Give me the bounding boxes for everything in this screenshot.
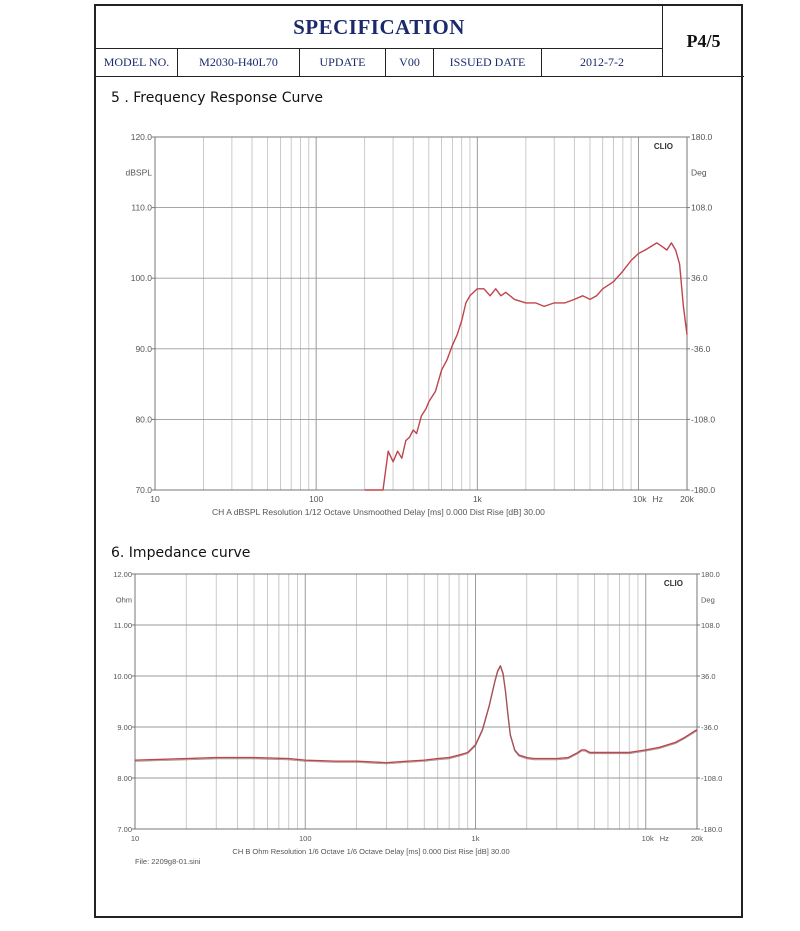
y2-tick-label: 180.0 xyxy=(691,132,713,142)
y-axis-unit-label: Ohm xyxy=(115,595,132,605)
x-tick-label: 1k xyxy=(472,494,482,504)
impedance-section-title: 6. Impedance curve xyxy=(111,545,251,561)
x-axis-unit-label: Hz xyxy=(659,834,669,843)
data-series-line xyxy=(135,666,697,763)
data-series-line-secondary xyxy=(135,667,697,764)
page-number: P4/5 xyxy=(662,6,744,77)
x-tick-label: 1k xyxy=(471,834,480,843)
y-axis-unit-label: dBSPL xyxy=(125,167,152,178)
y2-tick-label: 108.0 xyxy=(691,202,713,213)
y2-tick-label: 108.0 xyxy=(701,621,720,630)
update-label: UPDATE xyxy=(300,48,386,76)
y2-axis-unit-label: Deg xyxy=(701,595,715,605)
y2-tick-label: 36.0 xyxy=(701,672,716,681)
spec-header xyxy=(96,6,662,76)
y2-tick-label: -180.0 xyxy=(701,825,723,834)
spec-info-row xyxy=(96,48,662,77)
y2-tick-label: -180.0 xyxy=(691,485,716,495)
spec-title: SPECIFICATION xyxy=(96,6,663,49)
model-no-value: M2030-H40L70 xyxy=(178,48,300,76)
y2-tick-label: -108.0 xyxy=(691,414,716,425)
x-tick-label: 10k xyxy=(641,834,654,843)
plot-frame xyxy=(155,137,687,490)
x-tick-label: 20k xyxy=(680,494,694,504)
y-tick-label: 70.0 xyxy=(135,485,152,495)
y2-axis-unit-label: Deg xyxy=(691,167,707,178)
freq-section-title: 5 . Frequency Response Curve xyxy=(111,90,324,106)
y-tick-label: 80.0 xyxy=(135,414,152,425)
y2-tick-label: -36.0 xyxy=(701,723,719,732)
plot-frame xyxy=(135,574,697,829)
chart-footer-text: CH A dBSPL Resolution 1/12 Octave Unsmoothed Delay [ms] 0.000 Dist Rise [dB] 30.00 xyxy=(212,507,545,517)
x-tick-label: 100 xyxy=(309,494,324,504)
y-tick-label: 100.0 xyxy=(130,273,152,284)
y2-tick-label: -108.0 xyxy=(701,774,723,783)
x-tick-label: 20k xyxy=(690,834,704,843)
issued-date-label: ISSUED DATE xyxy=(434,48,542,76)
y-tick-label: 12.00 xyxy=(113,570,132,579)
y2-tick-label: 180.0 xyxy=(701,570,720,579)
x-tick-label: 10 xyxy=(130,834,140,843)
clio-brand-label: CLIO xyxy=(653,142,673,151)
impedance-chart xyxy=(100,565,740,885)
y-tick-label: 120.0 xyxy=(130,132,152,142)
x-tick-label: 10k xyxy=(632,494,647,504)
y-tick-label: 110.0 xyxy=(131,202,152,213)
chart-file-label: File: 2209g8-01.sini xyxy=(135,857,201,866)
y-tick-label: 9.00 xyxy=(117,723,132,732)
clio-brand-label: CLIO xyxy=(663,579,683,588)
y2-tick-label: -36.0 xyxy=(691,343,711,354)
x-tick-label: 10 xyxy=(150,494,160,504)
x-tick-label: 100 xyxy=(298,834,312,843)
chart-footer-text: CH B Ohm Resolution 1/6 Octave 1/6 Octave Delay [ms] 0.000 Dist Rise [dB] 30.00 xyxy=(232,847,510,856)
y-tick-label: 10.00 xyxy=(113,672,132,681)
model-no-label: MODEL NO. xyxy=(96,48,178,76)
issued-date-value: 2012-7-2 xyxy=(580,54,624,69)
x-axis-unit-label: Hz xyxy=(652,494,663,504)
y-tick-label: 90.0 xyxy=(135,343,152,354)
update-value: V00 xyxy=(386,48,434,76)
y2-tick-label: 36.0 xyxy=(691,273,708,284)
y-tick-label: 8.00 xyxy=(117,774,132,783)
y-tick-label: 7.00 xyxy=(117,825,132,834)
y-tick-label: 11.00 xyxy=(113,621,132,630)
frequency-response-chart xyxy=(100,125,740,530)
